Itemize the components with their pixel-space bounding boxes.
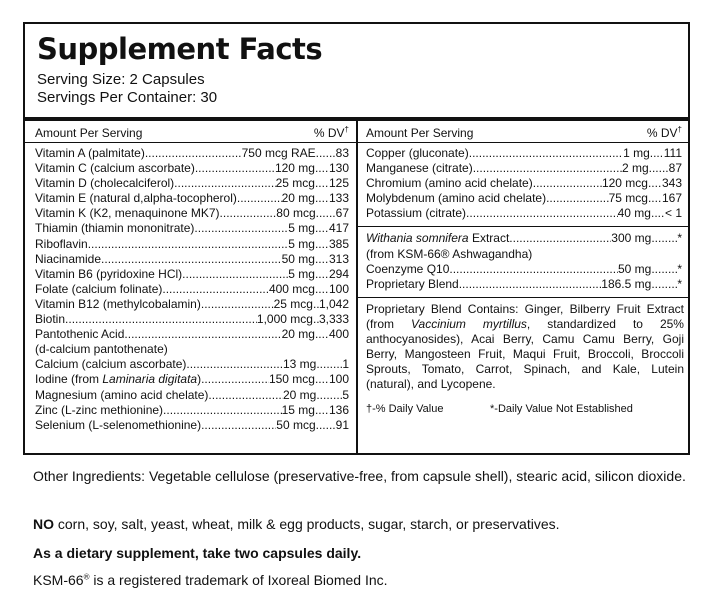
nutrient-amount: 2 mg bbox=[621, 161, 649, 176]
header-rule bbox=[25, 142, 359, 143]
nutrient-daily-value: 313 bbox=[328, 251, 349, 266]
nutrient-amount: 5 mg bbox=[288, 236, 315, 251]
dot-leader bbox=[473, 161, 622, 176]
dot-leader bbox=[315, 403, 329, 418]
nutrient-amount: 20 mg bbox=[281, 191, 315, 206]
nutrient-row bbox=[35, 237, 349, 252]
nutrient-daily-value: 130 bbox=[328, 161, 349, 176]
nutrient-amount: 750 mcg RAE bbox=[241, 146, 316, 160]
nutrient-daily-value: 67 bbox=[335, 206, 349, 221]
dot-leader bbox=[459, 277, 602, 292]
other-ingredients: Other Ingredients: Vegetable cellulose (preservative-free, from capsule shell), stearic acid, silicon dioxide. bbox=[33, 468, 686, 484]
nutrient-amount: 400 mcg bbox=[268, 281, 315, 296]
nutrient-name: Niacinamide bbox=[35, 251, 102, 266]
nutrient-daily-value: 343 bbox=[661, 176, 682, 191]
nutrient-name: Vitamin K (K2, menaquinone MK7) bbox=[35, 206, 220, 221]
dot-leader bbox=[65, 312, 257, 327]
nutrient-source-note: (from KSM-66® Ashwagandha) bbox=[366, 246, 533, 261]
nutrient-name: Folate (calcium folinate) bbox=[35, 281, 163, 296]
dot-leader bbox=[316, 357, 342, 372]
nutrient-name: Withania somnifera Extract bbox=[366, 231, 510, 246]
panel-title: Supplement Facts bbox=[37, 32, 323, 66]
nutrient-name: Vitamin B12 (methylcobalamin) bbox=[35, 296, 201, 311]
dv-heading: % DV† bbox=[646, 125, 682, 140]
nutrient-row bbox=[35, 161, 349, 176]
right-column-header bbox=[366, 124, 682, 142]
dot-leader bbox=[466, 206, 618, 221]
nutrient-name: Vitamin C (calcium ascorbate) bbox=[35, 161, 195, 176]
dot-leader bbox=[315, 327, 329, 342]
dot-leader bbox=[124, 327, 281, 342]
nutrient-row bbox=[366, 277, 682, 292]
nutrient-row bbox=[35, 146, 349, 161]
nutrient-row bbox=[35, 252, 349, 267]
nutrient-row bbox=[35, 267, 349, 282]
nutrient-amount: 75 mcg bbox=[608, 191, 648, 206]
nutrient-daily-value: < 1 bbox=[664, 206, 682, 221]
dot-leader bbox=[174, 176, 275, 191]
footnotes bbox=[366, 402, 682, 417]
column-divider bbox=[356, 121, 358, 453]
left-column-header bbox=[35, 124, 349, 142]
dot-leader bbox=[315, 252, 329, 267]
nutrient-amount: 120 mg bbox=[274, 161, 315, 176]
nutrient-row bbox=[366, 161, 682, 176]
nutrient-amount: 1,000 mcg bbox=[256, 312, 313, 327]
nutrient-source-note: (d-calcium pantothenate) bbox=[35, 342, 168, 357]
dot-leader bbox=[315, 267, 329, 282]
nutrient-row bbox=[366, 231, 682, 246]
nutrient-name: Proprietary Blend bbox=[366, 276, 459, 291]
servings-per-container: Servings Per Container: 30 bbox=[37, 89, 218, 106]
nutrient-daily-value: 385 bbox=[328, 236, 349, 251]
nutrient-row bbox=[366, 176, 682, 191]
right-nutrient-list bbox=[366, 146, 682, 221]
serving-size: Serving Size: 2 Capsules bbox=[37, 71, 205, 88]
nutrient-row bbox=[366, 262, 682, 277]
trademark-note: KSM-66® is a registered trademark of Ixoreal Biomed Inc. bbox=[33, 572, 388, 588]
nutrient-name: Selenium (L-selenomethionine) bbox=[35, 417, 202, 432]
footnote-not-established: *-Daily Value Not Established bbox=[490, 402, 633, 415]
dot-leader bbox=[316, 388, 342, 403]
nutrient-daily-value: 400 bbox=[328, 327, 349, 342]
dot-leader bbox=[201, 297, 274, 312]
nutrient-row bbox=[35, 221, 349, 236]
nutrient-daily-value: 125 bbox=[328, 176, 349, 191]
free-from-statement: NO corn, soy, salt, yeast, wheat, milk & egg products, sugar, starch, or preservatives. bbox=[33, 516, 560, 532]
dot-leader bbox=[186, 357, 283, 372]
nutrient-daily-value: 136 bbox=[328, 402, 349, 417]
nutrient-amount: 25 mcg bbox=[273, 296, 313, 311]
nutrient-daily-value: * bbox=[677, 276, 682, 291]
nutrient-daily-value: 167 bbox=[661, 191, 682, 206]
dot-leader bbox=[201, 372, 269, 387]
left-nutrient-list bbox=[35, 146, 349, 433]
nutrient-amount: 1 mg bbox=[623, 146, 650, 160]
dot-leader bbox=[651, 262, 677, 277]
nutrient-name: Chromium (amino acid chelate) bbox=[366, 176, 533, 191]
nutrient-daily-value: 91 bbox=[335, 417, 349, 432]
dot-leader bbox=[315, 176, 329, 191]
nutrient-name: Manganese (citrate) bbox=[366, 161, 473, 176]
nutrient-amount: 25 mcg bbox=[275, 176, 315, 191]
dot-leader bbox=[315, 237, 329, 252]
nutrient-name: Magnesium (amino acid chelate) bbox=[35, 387, 209, 402]
nutrient-daily-value: * bbox=[677, 261, 682, 276]
dot-leader bbox=[651, 277, 677, 292]
dot-leader bbox=[182, 267, 288, 282]
dot-leader bbox=[546, 191, 609, 206]
dot-leader bbox=[650, 146, 664, 161]
dot-leader bbox=[315, 282, 329, 297]
nutrient-row bbox=[35, 191, 349, 206]
nutrient-row bbox=[35, 206, 349, 221]
footnote-dv: †-% Daily Value bbox=[366, 402, 444, 415]
dot-leader bbox=[201, 418, 276, 433]
amount-per-serving-heading: Amount Per Serving bbox=[366, 126, 474, 140]
dot-leader bbox=[509, 231, 611, 246]
dot-leader bbox=[316, 206, 336, 221]
proprietary-blend-text: Proprietary Blend Contains: Ginger, Bilberry Fruit Extract (from Vaccinium myrtillus, standardized to 25% anthocyanosides), Acai Berry, Camu Camu Berry, Goji Berry, Mangosteen Fruit, Maqui Fruit, Broccoli, Broccoli Sprouts, Tomato, Carrot, Spinach, and Kale, Lutein (natural), and Lycopene. bbox=[366, 301, 684, 391]
nutrient-daily-value: 100 bbox=[328, 372, 349, 387]
dot-leader bbox=[194, 221, 288, 236]
dot-leader bbox=[648, 176, 662, 191]
dot-leader bbox=[220, 206, 277, 221]
nutrient-daily-value: 1 bbox=[342, 357, 349, 372]
nutrient-amount: 120 mcg bbox=[601, 176, 648, 191]
nutrient-amount: 20 mg bbox=[281, 327, 315, 342]
dot-leader bbox=[649, 161, 669, 176]
nutrient-name: Riboflavin bbox=[35, 236, 88, 251]
nutrient-amount: 20 mg bbox=[282, 387, 317, 402]
extract-list bbox=[366, 231, 682, 291]
nutrient-row bbox=[35, 388, 349, 403]
header-rule bbox=[358, 142, 690, 143]
nutrient-amount: 300 mg bbox=[611, 231, 652, 246]
dot-leader bbox=[533, 176, 602, 191]
nutrient-daily-value: * bbox=[677, 231, 682, 246]
nutrient-name: Iodine (from Laminaria digitata) bbox=[35, 372, 202, 387]
nutrient-name: Thiamin (thiamin mononitrate) bbox=[35, 221, 195, 236]
nutrient-name: Zinc (L-zinc methionine) bbox=[35, 402, 164, 417]
nutrient-daily-value: 100 bbox=[328, 281, 349, 296]
nutrient-name: Biotin bbox=[35, 312, 66, 327]
nutrient-name: Vitamin D (cholecalciferol) bbox=[35, 176, 175, 191]
dot-leader bbox=[88, 237, 289, 252]
dot-leader bbox=[315, 161, 329, 176]
nutrient-amount: 50 mg bbox=[281, 251, 315, 266]
nutrient-daily-value: 133 bbox=[328, 191, 349, 206]
dot-leader bbox=[315, 372, 329, 387]
nutrient-name: Vitamin E (natural d,alpha-tocopherol) bbox=[35, 191, 237, 206]
nutrient-amount: 50 mg bbox=[617, 261, 652, 276]
dot-leader bbox=[449, 262, 618, 277]
nutrient-name: Vitamin B6 (pyridoxine HCl) bbox=[35, 266, 183, 281]
nutrient-amount: 50 mcg bbox=[276, 417, 316, 432]
section-rule bbox=[358, 297, 690, 298]
nutrient-amount: 40 mg bbox=[617, 206, 651, 221]
nutrient-row bbox=[35, 357, 349, 372]
dot-leader bbox=[101, 252, 282, 267]
nutrient-row bbox=[35, 176, 349, 191]
nutrient-amount: 15 mg bbox=[281, 402, 315, 417]
dot-leader bbox=[195, 161, 275, 176]
nutrient-name: Vitamin A (palmitate) bbox=[35, 146, 145, 160]
nutrient-daily-value: 87 bbox=[668, 161, 682, 176]
dot-leader bbox=[648, 191, 662, 206]
directions: As a dietary supplement, take two capsules daily. bbox=[33, 545, 362, 561]
nutrient-row bbox=[35, 327, 349, 342]
nutrient-daily-value: 3,333 bbox=[318, 312, 349, 327]
dot-leader bbox=[316, 418, 336, 433]
nutrient-amount: 13 mg bbox=[282, 357, 317, 372]
nutrient-daily-value: 294 bbox=[328, 266, 349, 281]
nutrient-name: Calcium (calcium ascorbate) bbox=[35, 357, 187, 372]
dot-leader bbox=[237, 191, 282, 206]
dot-leader bbox=[208, 388, 283, 403]
nutrient-name: Potassium (citrate) bbox=[366, 206, 467, 221]
dot-leader bbox=[163, 403, 282, 418]
dot-leader bbox=[145, 146, 242, 161]
supplement-facts-panel bbox=[23, 22, 690, 455]
nutrient-row bbox=[366, 146, 682, 161]
nutrient-row bbox=[366, 206, 682, 221]
right-column bbox=[366, 124, 682, 417]
dot-leader bbox=[316, 146, 336, 161]
nutrient-row bbox=[35, 418, 349, 433]
nutrient-amount: 186.5 mg bbox=[601, 276, 652, 291]
nutrient-name: Copper (gluconate) bbox=[366, 146, 469, 160]
nutrient-row bbox=[35, 297, 349, 312]
dot-leader bbox=[315, 221, 329, 236]
nutrient-daily-value: 83 bbox=[335, 146, 349, 160]
nutrient-daily-value: 417 bbox=[328, 221, 349, 236]
nutrient-name: Molybdenum (amino acid chelate) bbox=[366, 191, 547, 206]
dot-leader bbox=[469, 146, 623, 161]
nutrient-daily-value: 1,042 bbox=[318, 296, 349, 311]
nutrient-name: Coenzyme Q10 bbox=[366, 261, 450, 276]
nutrient-row bbox=[35, 403, 349, 418]
left-column bbox=[35, 124, 349, 433]
dot-leader bbox=[162, 282, 269, 297]
dot-leader bbox=[651, 231, 677, 246]
nutrient-row bbox=[35, 312, 349, 327]
dot-leader bbox=[651, 206, 665, 221]
nutrient-row bbox=[366, 191, 682, 206]
nutrient-row bbox=[35, 372, 349, 387]
dot-leader bbox=[315, 191, 329, 206]
dv-heading: % DV† bbox=[313, 125, 349, 140]
nutrient-daily-value: 111 bbox=[663, 146, 682, 160]
nutrient-daily-value: 5 bbox=[342, 387, 349, 402]
nutrient-amount: 5 mg bbox=[288, 266, 315, 281]
nutrient-name: Pantothenic Acid bbox=[35, 327, 125, 342]
amount-per-serving-heading: Amount Per Serving bbox=[35, 126, 143, 140]
nutrient-amount: 80 mcg bbox=[276, 206, 316, 221]
nutrient-row bbox=[35, 282, 349, 297]
section-rule bbox=[358, 226, 690, 227]
nutrient-amount: 5 mg bbox=[288, 221, 315, 236]
nutrient-amount: 150 mcg bbox=[268, 372, 315, 387]
